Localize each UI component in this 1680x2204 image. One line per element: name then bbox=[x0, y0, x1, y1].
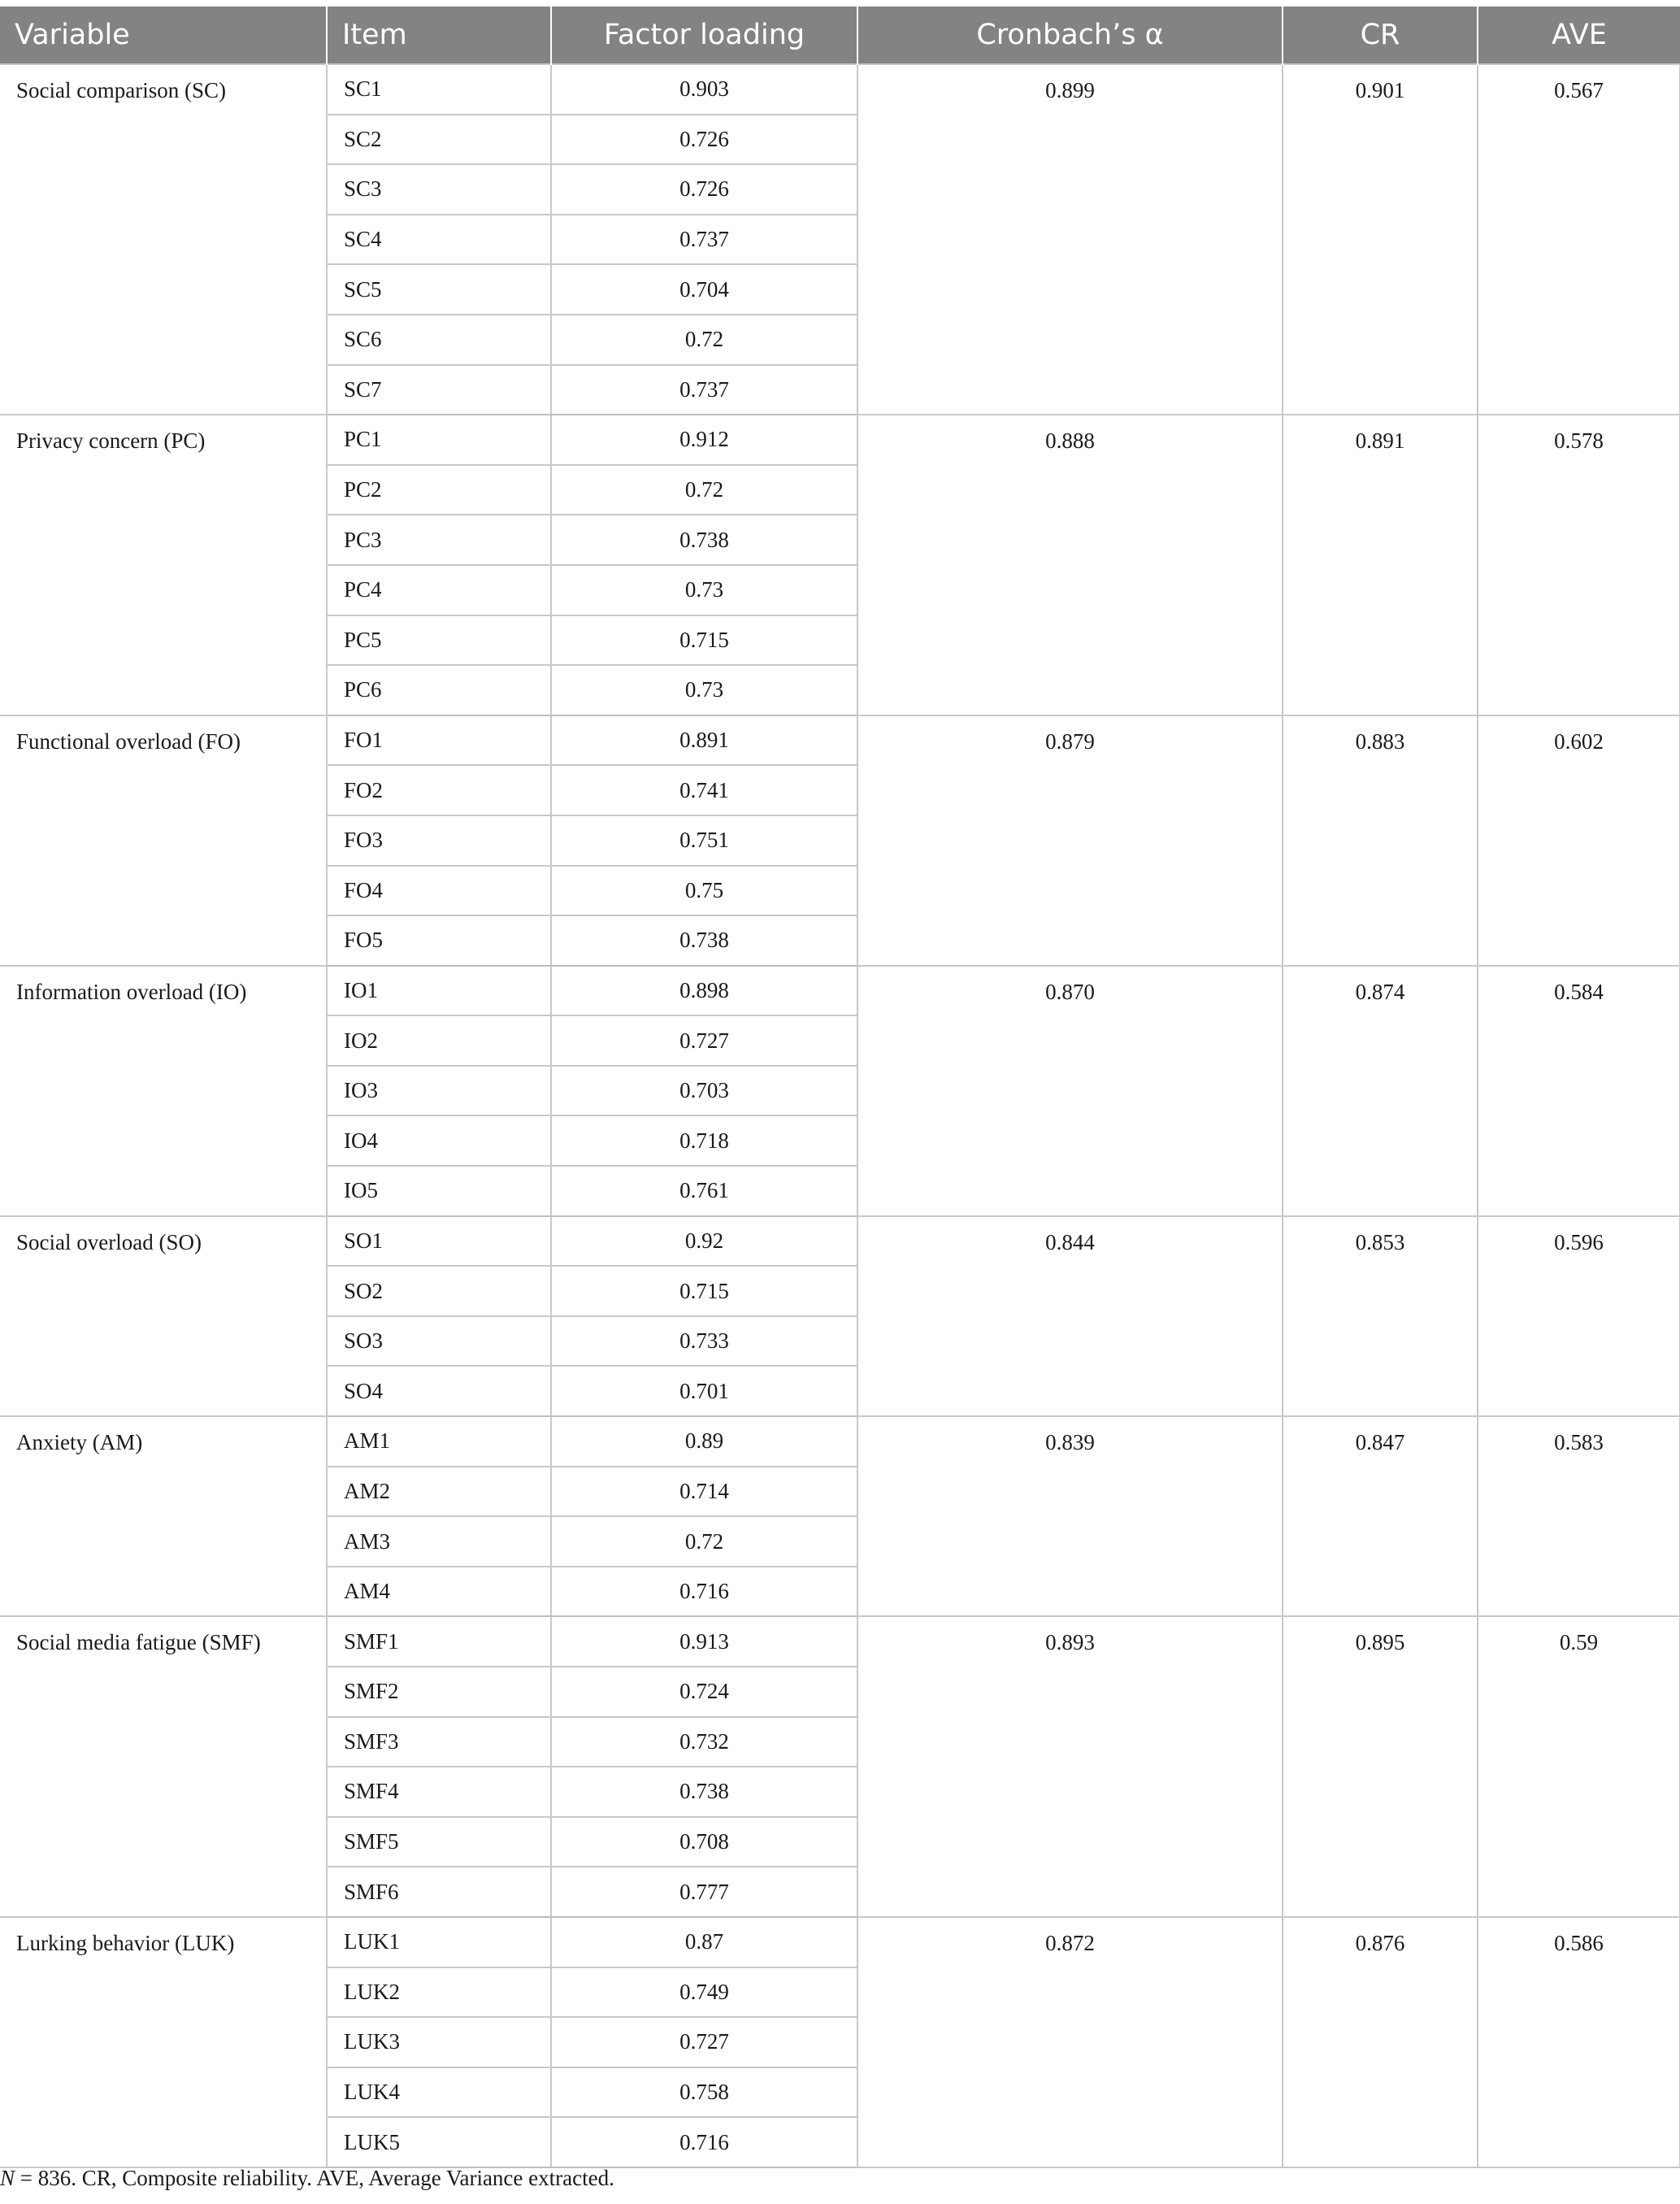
item-cell: IO3 bbox=[327, 1066, 551, 1116]
cr-cell: 0.874 bbox=[1283, 966, 1478, 1216]
cronbach-alpha-cell: 0.844 bbox=[857, 1216, 1283, 1416]
cr-cell: 0.876 bbox=[1283, 1917, 1478, 2167]
ave-cell: 0.567 bbox=[1478, 64, 1680, 415]
item-cell: AM2 bbox=[327, 1467, 551, 1517]
factor-loading-cell: 0.724 bbox=[551, 1667, 857, 1717]
factor-loading-cell: 0.758 bbox=[551, 2067, 857, 2118]
factor-loading-cell: 0.891 bbox=[551, 715, 857, 766]
item-cell: SMF5 bbox=[327, 1817, 551, 1867]
cronbach-alpha-cell: 0.839 bbox=[857, 1416, 1283, 1616]
factor-loading-cell: 0.708 bbox=[551, 1817, 857, 1867]
header-variable: Variable bbox=[0, 7, 327, 64]
item-cell: SO2 bbox=[327, 1266, 551, 1316]
factor-loading-cell: 0.749 bbox=[551, 1967, 857, 2018]
item-cell: SMF3 bbox=[327, 1717, 551, 1767]
table-row bbox=[0, 715, 1680, 766]
item-cell: PC5 bbox=[327, 615, 551, 666]
factor-loading-cell: 0.912 bbox=[551, 415, 857, 465]
cronbach-alpha-cell: 0.872 bbox=[857, 1917, 1283, 2167]
reliability-validity-table bbox=[0, 7, 1680, 2168]
factor-loading-cell: 0.741 bbox=[551, 765, 857, 815]
item-cell: IO5 bbox=[327, 1166, 551, 1216]
header-item: Item bbox=[327, 7, 551, 64]
factor-loading-cell: 0.737 bbox=[551, 215, 857, 265]
ave-cell: 0.602 bbox=[1478, 715, 1680, 966]
factor-loading-cell: 0.72 bbox=[551, 1516, 857, 1567]
ave-cell: 0.583 bbox=[1478, 1416, 1680, 1616]
table-body bbox=[0, 64, 1680, 2167]
factor-loading-cell: 0.761 bbox=[551, 1166, 857, 1216]
item-cell: FO5 bbox=[327, 915, 551, 966]
item-cell: IO1 bbox=[327, 966, 551, 1016]
item-cell: PC1 bbox=[327, 415, 551, 465]
variable-cell: Social media fatigue (SMF) bbox=[0, 1616, 327, 1917]
reliability-table-container bbox=[0, 7, 1680, 2168]
table-row bbox=[0, 1416, 1680, 1467]
factor-loading-cell: 0.751 bbox=[551, 815, 857, 866]
factor-loading-cell: 0.733 bbox=[551, 1316, 857, 1367]
factor-loading-cell: 0.716 bbox=[551, 1567, 857, 1617]
item-cell: LUK3 bbox=[327, 2017, 551, 2067]
item-cell: FO2 bbox=[327, 765, 551, 815]
table-row bbox=[0, 1616, 1680, 1667]
header-factor-loading: Factor loading bbox=[551, 7, 857, 64]
item-cell: AM1 bbox=[327, 1416, 551, 1467]
variable-cell: Anxiety (AM) bbox=[0, 1416, 327, 1616]
item-cell: SO4 bbox=[327, 1366, 551, 1416]
table-row bbox=[0, 64, 1680, 115]
table-row bbox=[0, 966, 1680, 1016]
item-cell: FO4 bbox=[327, 866, 551, 916]
item-cell: IO4 bbox=[327, 1115, 551, 1166]
factor-loading-cell: 0.72 bbox=[551, 315, 857, 365]
item-cell: SC3 bbox=[327, 164, 551, 215]
table-row bbox=[0, 415, 1680, 465]
factor-loading-cell: 0.732 bbox=[551, 1717, 857, 1767]
item-cell: SO3 bbox=[327, 1316, 551, 1367]
table-row bbox=[0, 1917, 1680, 1967]
item-cell: SC2 bbox=[327, 115, 551, 165]
factor-loading-cell: 0.726 bbox=[551, 164, 857, 215]
factor-loading-cell: 0.777 bbox=[551, 1867, 857, 1917]
factor-loading-cell: 0.72 bbox=[551, 465, 857, 515]
factor-loading-cell: 0.703 bbox=[551, 1066, 857, 1116]
ave-cell: 0.578 bbox=[1478, 415, 1680, 715]
item-cell: SO1 bbox=[327, 1216, 551, 1267]
item-cell: PC3 bbox=[327, 515, 551, 565]
header-cronbach-alpha: Cronbach’s α bbox=[857, 7, 1283, 64]
cr-cell: 0.901 bbox=[1283, 64, 1478, 415]
item-cell: LUK1 bbox=[327, 1917, 551, 1967]
variable-cell: Lurking behavior (LUK) bbox=[0, 1917, 327, 2167]
item-cell: IO2 bbox=[327, 1015, 551, 1066]
table-header bbox=[0, 7, 1680, 64]
cronbach-alpha-cell: 0.870 bbox=[857, 966, 1283, 1216]
factor-loading-cell: 0.73 bbox=[551, 665, 857, 715]
variable-cell: Social comparison (SC) bbox=[0, 64, 327, 415]
factor-loading-cell: 0.737 bbox=[551, 365, 857, 415]
item-cell: SC7 bbox=[327, 365, 551, 415]
footnote-text: = 836. CR, Composite reliability. AVE, Average Variance extracted. bbox=[15, 2166, 614, 2190]
factor-loading-cell: 0.716 bbox=[551, 2117, 857, 2167]
factor-loading-cell: 0.715 bbox=[551, 615, 857, 666]
factor-loading-cell: 0.704 bbox=[551, 264, 857, 315]
factor-loading-cell: 0.89 bbox=[551, 1416, 857, 1467]
item-cell: SMF2 bbox=[327, 1667, 551, 1717]
ave-cell: 0.596 bbox=[1478, 1216, 1680, 1416]
item-cell: PC4 bbox=[327, 565, 551, 615]
ave-cell: 0.584 bbox=[1478, 966, 1680, 1216]
factor-loading-cell: 0.898 bbox=[551, 966, 857, 1016]
header-cr: CR bbox=[1283, 7, 1478, 64]
item-cell: SC4 bbox=[327, 215, 551, 265]
cronbach-alpha-cell: 0.888 bbox=[857, 415, 1283, 715]
item-cell: LUK4 bbox=[327, 2067, 551, 2118]
factor-loading-cell: 0.75 bbox=[551, 866, 857, 916]
factor-loading-cell: 0.73 bbox=[551, 565, 857, 615]
item-cell: LUK5 bbox=[327, 2117, 551, 2167]
header-ave: AVE bbox=[1478, 7, 1680, 64]
table-row bbox=[0, 1216, 1680, 1267]
item-cell: AM4 bbox=[327, 1567, 551, 1617]
factor-loading-cell: 0.718 bbox=[551, 1115, 857, 1166]
cr-cell: 0.853 bbox=[1283, 1216, 1478, 1416]
factor-loading-cell: 0.738 bbox=[551, 1767, 857, 1817]
variable-cell: Privacy concern (PC) bbox=[0, 415, 327, 715]
item-cell: LUK2 bbox=[327, 1967, 551, 2018]
item-cell: FO3 bbox=[327, 815, 551, 866]
factor-loading-cell: 0.727 bbox=[551, 2017, 857, 2067]
item-cell: SMF1 bbox=[327, 1616, 551, 1667]
factor-loading-cell: 0.727 bbox=[551, 1015, 857, 1066]
item-cell: SC5 bbox=[327, 264, 551, 315]
cr-cell: 0.895 bbox=[1283, 1616, 1478, 1917]
ave-cell: 0.586 bbox=[1478, 1917, 1680, 2167]
factor-loading-cell: 0.913 bbox=[551, 1616, 857, 1667]
ave-cell: 0.59 bbox=[1478, 1616, 1680, 1917]
item-cell: SMF4 bbox=[327, 1767, 551, 1817]
cronbach-alpha-cell: 0.899 bbox=[857, 64, 1283, 415]
cr-cell: 0.883 bbox=[1283, 715, 1478, 966]
variable-cell: Information overload (IO) bbox=[0, 966, 327, 1216]
factor-loading-cell: 0.715 bbox=[551, 1266, 857, 1316]
factor-loading-cell: 0.714 bbox=[551, 1467, 857, 1517]
item-cell: PC6 bbox=[327, 665, 551, 715]
variable-cell: Functional overload (FO) bbox=[0, 715, 327, 966]
factor-loading-cell: 0.87 bbox=[551, 1917, 857, 1967]
item-cell: PC2 bbox=[327, 465, 551, 515]
factor-loading-cell: 0.92 bbox=[551, 1216, 857, 1267]
factor-loading-cell: 0.903 bbox=[551, 64, 857, 115]
item-cell: SC1 bbox=[327, 64, 551, 115]
factor-loading-cell: 0.738 bbox=[551, 915, 857, 966]
factor-loading-cell: 0.726 bbox=[551, 115, 857, 165]
cr-cell: 0.891 bbox=[1283, 415, 1478, 715]
header-row bbox=[0, 7, 1680, 64]
cr-cell: 0.847 bbox=[1283, 1416, 1478, 1616]
item-cell: SC6 bbox=[327, 315, 551, 365]
factor-loading-cell: 0.738 bbox=[551, 515, 857, 565]
cronbach-alpha-cell: 0.879 bbox=[857, 715, 1283, 966]
footnote-n-symbol: N bbox=[0, 2166, 15, 2190]
variable-cell: Social overload (SO) bbox=[0, 1216, 327, 1416]
table-footnote bbox=[0, 2166, 614, 2191]
item-cell: SMF6 bbox=[327, 1867, 551, 1917]
factor-loading-cell: 0.701 bbox=[551, 1366, 857, 1416]
cronbach-alpha-cell: 0.893 bbox=[857, 1616, 1283, 1917]
item-cell: AM3 bbox=[327, 1516, 551, 1567]
item-cell: FO1 bbox=[327, 715, 551, 766]
